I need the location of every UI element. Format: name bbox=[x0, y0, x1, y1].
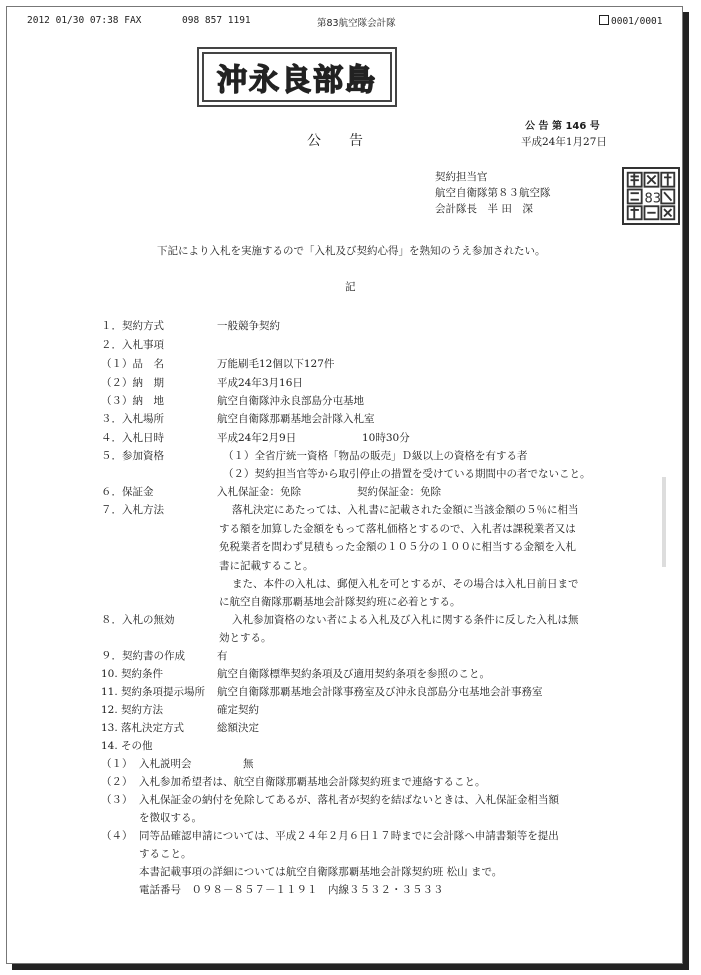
official-title: 契約担当官 bbox=[435, 171, 488, 183]
other3-line1: 入札保証金の納付を免除してあるが、落札者が契約を結ばないときは、入札保証金相当額 bbox=[139, 794, 559, 806]
fax-datetime: 2012 01/30 07:38 FAX bbox=[27, 15, 142, 26]
item4-date: 平成24年2月9日 bbox=[217, 432, 297, 444]
item13-label: 13. 落札決定方式 bbox=[101, 722, 185, 734]
scan-edge-shadow bbox=[662, 477, 666, 567]
item9-value: 有 bbox=[217, 650, 228, 662]
item6-contract-deposit: 契約保証金：免除 bbox=[357, 486, 441, 498]
item5-line1: （１）全省庁統一資格「物品の販売」Ｄ級以上の資格を有する者 bbox=[223, 450, 528, 462]
notice-title: 公 告 bbox=[307, 133, 363, 149]
item11-value: 航空自衛隊那覇基地会計隊事務室及び沖永良部島分屯基地会計事務室 bbox=[217, 686, 543, 698]
location-stamp bbox=[197, 47, 397, 107]
item8-line1: 入札参加資格のない者による入札及び入札に関する条件に反した入札は無 bbox=[232, 614, 579, 626]
item4-time: 10時30分 bbox=[362, 432, 410, 444]
other1-num: （１） bbox=[101, 758, 133, 770]
item7-line1: 落札決定にあたっては、入札書に記載された金額に当該金額の５％に相当 bbox=[232, 504, 579, 516]
item7-label: ７．入札方法 bbox=[101, 504, 164, 516]
official-unit: 航空自衛隊第８３航空隊 bbox=[435, 187, 551, 199]
other2-text: 入札参加希望者は、航空自衛隊那覇基地会計隊契約班まで連絡すること。 bbox=[139, 776, 486, 788]
item2-3-value: 航空自衛隊沖永良部島分屯基地 bbox=[217, 395, 364, 407]
svg-text:83: 83 bbox=[644, 191, 662, 207]
item10-value: 航空自衛隊標準契約条項及び適用契約条項を参照のこと。 bbox=[217, 668, 490, 680]
item11-label: 11. 契約条項提示場所 bbox=[101, 686, 206, 698]
other1-label: 入札説明会 bbox=[139, 758, 192, 770]
item7-line2: する額を加算した金額をもって落札価格とするので、入札者は課税業者又は bbox=[219, 523, 576, 535]
item1-value: 一般競争契約 bbox=[217, 320, 280, 332]
fax-sender: 第83航空隊会計隊 bbox=[317, 18, 396, 29]
official-seal-icon bbox=[622, 167, 680, 225]
item2-3-label: （３）納 地 bbox=[101, 395, 164, 407]
item6-bid-deposit: 入札保証金：免除 bbox=[217, 486, 301, 498]
item12-label: 12. 契約方法 bbox=[101, 704, 164, 716]
item8-line2: 効とする。 bbox=[219, 632, 272, 644]
item2-label: ２．入札事項 bbox=[101, 339, 164, 351]
item3-value: 航空自衛隊那覇基地会計隊入札室 bbox=[217, 413, 375, 425]
item9-label: ９．契約書の作成 bbox=[101, 650, 185, 662]
item7-line3: 免税業者を問わず見積もった金額の１０５分の１００に相当する金額を入札 bbox=[219, 541, 576, 553]
fax-page-number: 0001/0001 bbox=[611, 16, 663, 27]
item2-1-label: （１）品 名 bbox=[101, 358, 164, 370]
item2-2-value: 平成24年3月16日 bbox=[217, 377, 303, 389]
fax-page bbox=[6, 6, 683, 964]
item10-label: 10. 契約条件 bbox=[101, 668, 164, 680]
item12-value: 確定契約 bbox=[217, 704, 259, 716]
item14-label: 14. その他 bbox=[101, 740, 153, 752]
other4-num: （４） bbox=[101, 830, 133, 842]
other3-num: （３） bbox=[101, 794, 133, 806]
item5-line2: （２）契約担当官等から取引停止の措置を受けている期間中の者でないこと。 bbox=[223, 468, 591, 480]
item1-label: １．契約方式 bbox=[101, 320, 164, 332]
location-stamp-text: 沖永良部島 bbox=[202, 52, 392, 102]
item6-label: ６．保証金 bbox=[101, 486, 154, 498]
ki-heading: 記 bbox=[345, 281, 356, 293]
item2-2-label: （２）納 期 bbox=[101, 377, 164, 389]
item5-label: ５．参加資格 bbox=[101, 450, 164, 462]
other1-value: 無 bbox=[243, 758, 254, 770]
contact-text: 本書記載事項の詳細については航空自衛隊那覇基地会計隊契約班 松山 まで。 bbox=[139, 866, 503, 878]
official-name: 会計隊長 半 田 深 bbox=[435, 203, 533, 215]
other3-line2: を徴収する。 bbox=[139, 812, 202, 824]
item3-label: ３．入札場所 bbox=[101, 413, 164, 425]
other2-num: （２） bbox=[101, 776, 133, 788]
other4-line1: 同等品確認申請については、平成２４年２月６日１７時までに会計隊へ申請書類等を提出 bbox=[139, 830, 559, 842]
phone-text: 電話番号 ０９８－８５７－１１９１ 内線３５３２・３５３３ bbox=[139, 884, 444, 896]
item13-value: 総額決定 bbox=[217, 722, 259, 734]
item7-line6: に航空自衛隊那覇基地会計隊契約班に必着とする。 bbox=[219, 596, 461, 608]
fax-page-icon bbox=[599, 15, 609, 25]
other4-line2: すること。 bbox=[139, 848, 192, 860]
intro-text: 下記により入札を実施するので「入札及び契約心得」を熟知のうえ参加されたい。 bbox=[157, 245, 546, 257]
item7-line5: また、本件の入札は、郵便入札を可とするが、その場合は入札日前日まで bbox=[232, 578, 579, 590]
item2-1-value: 万能刷毛12個以下127件 bbox=[217, 358, 335, 370]
item7-line4: 書に記載すること。 bbox=[219, 560, 314, 572]
item4-label: ４．入札日時 bbox=[101, 432, 164, 444]
fax-number: 098 857 1191 bbox=[182, 15, 251, 26]
notice-number: 公 告 第 146 号 bbox=[525, 121, 600, 132]
notice-date: 平成24年1月27日 bbox=[521, 136, 607, 148]
item8-label: ８．入札の無効 bbox=[101, 614, 175, 626]
fax-page-indicator bbox=[599, 15, 662, 27]
fax-header bbox=[27, 15, 667, 29]
